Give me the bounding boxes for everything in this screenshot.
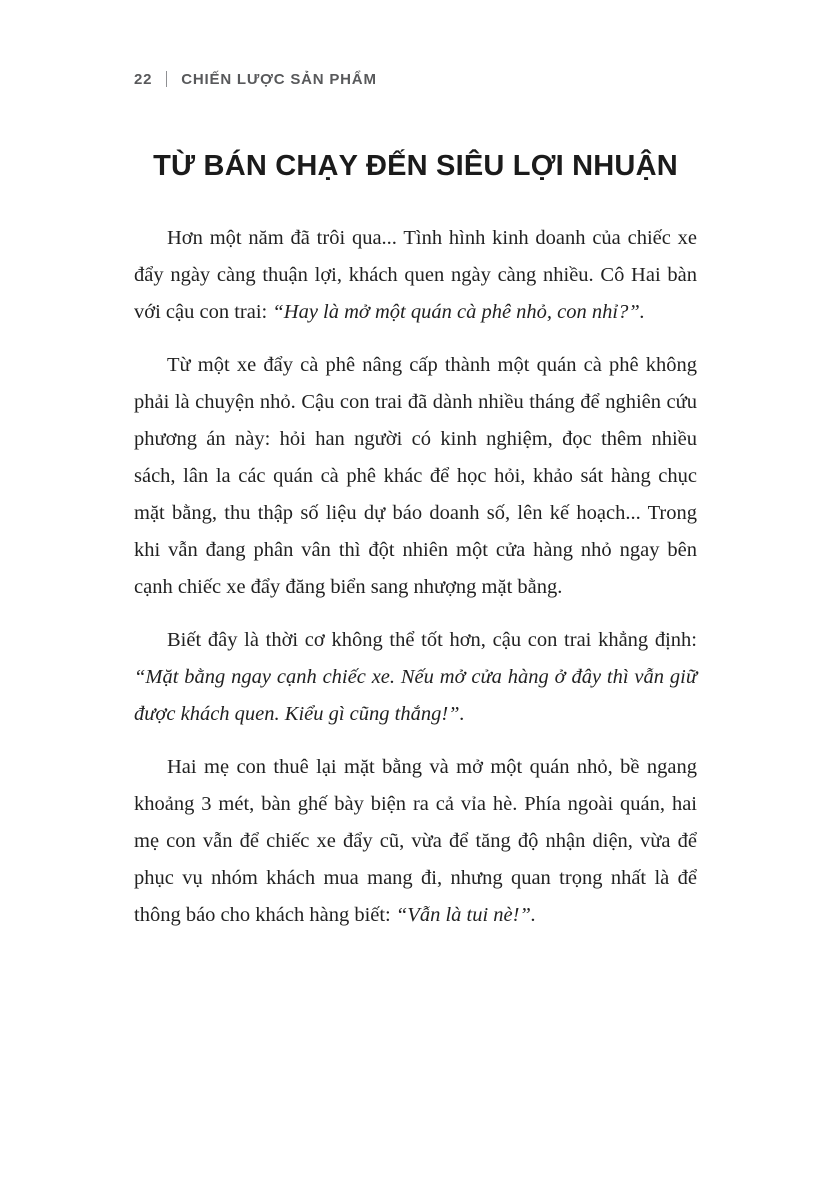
running-title: CHIẾN LƯỢC SẢN PHẨM [181, 70, 377, 88]
text-run: Hơn một năm đã trôi qua... Tình hình kinh doanh của chiếc xe đẩy ngày càng thuận lợi, khách quen ngày càng nhiều. Cô Hai bàn với cậu con trai: [134, 227, 697, 323]
page-header [134, 70, 697, 88]
quote-text-run: “Hay là mở một quán cà phê nhỏ, con nhỉ?”. [272, 301, 645, 323]
quote-text-run: “Mặt bằng ngay cạnh chiếc xe. Nếu mở cửa hàng ở đây thì vẫn giữ được khách quen. Kiểu gì cũng thắng!”. [134, 666, 697, 725]
paragraph [134, 347, 697, 606]
header-divider-bar [166, 71, 167, 87]
paragraph [134, 220, 697, 331]
paragraph [134, 749, 697, 934]
chapter-title: TỪ BÁN CHẠY ĐẾN SIÊU LỢI NHUẬN [153, 150, 678, 182]
body-text [134, 220, 697, 934]
text-run: Biết đây là thời cơ không thể tốt hơn, cậu con trai khẳng định: [167, 629, 697, 651]
text-run: Từ một xe đẩy cà phê nâng cấp thành một quán cà phê không phải là chuyện nhỏ. Cậu con trai đã dành nhiều tháng để nghiên cứu phương án này: hỏi han người có kinh nghiệm, đọc thêm nhiều sách, lân la các quán cà phê khác để học hỏi, khảo sát hàng chục mặt bằng, thu thập số liệu dự báo doanh số, lên kế hoạch... Trong khi vẫn đang phân vân thì đột nhiên một cửa hàng nhỏ ngay bên cạnh chiếc xe đẩy đăng biển sang nhượng mặt bằng. [134, 354, 697, 598]
paragraph [134, 622, 697, 733]
quote-text-run: “Vẫn là tui nè!”. [395, 904, 536, 926]
text-run: Hai mẹ con thuê lại mặt bằng và mở một quán nhỏ, bề ngang khoảng 3 mét, bàn ghế bày biện ra cả vỉa hè. Phía ngoài quán, hai mẹ con vẫn để chiếc xe đẩy cũ, vừa để tăng độ nhận diện, vừa để phục vụ nhóm khách mua mang đi, nhưng quan trọng nhất là để thông báo cho khách hàng biết: [134, 756, 697, 926]
page-number: 22 [134, 70, 153, 88]
